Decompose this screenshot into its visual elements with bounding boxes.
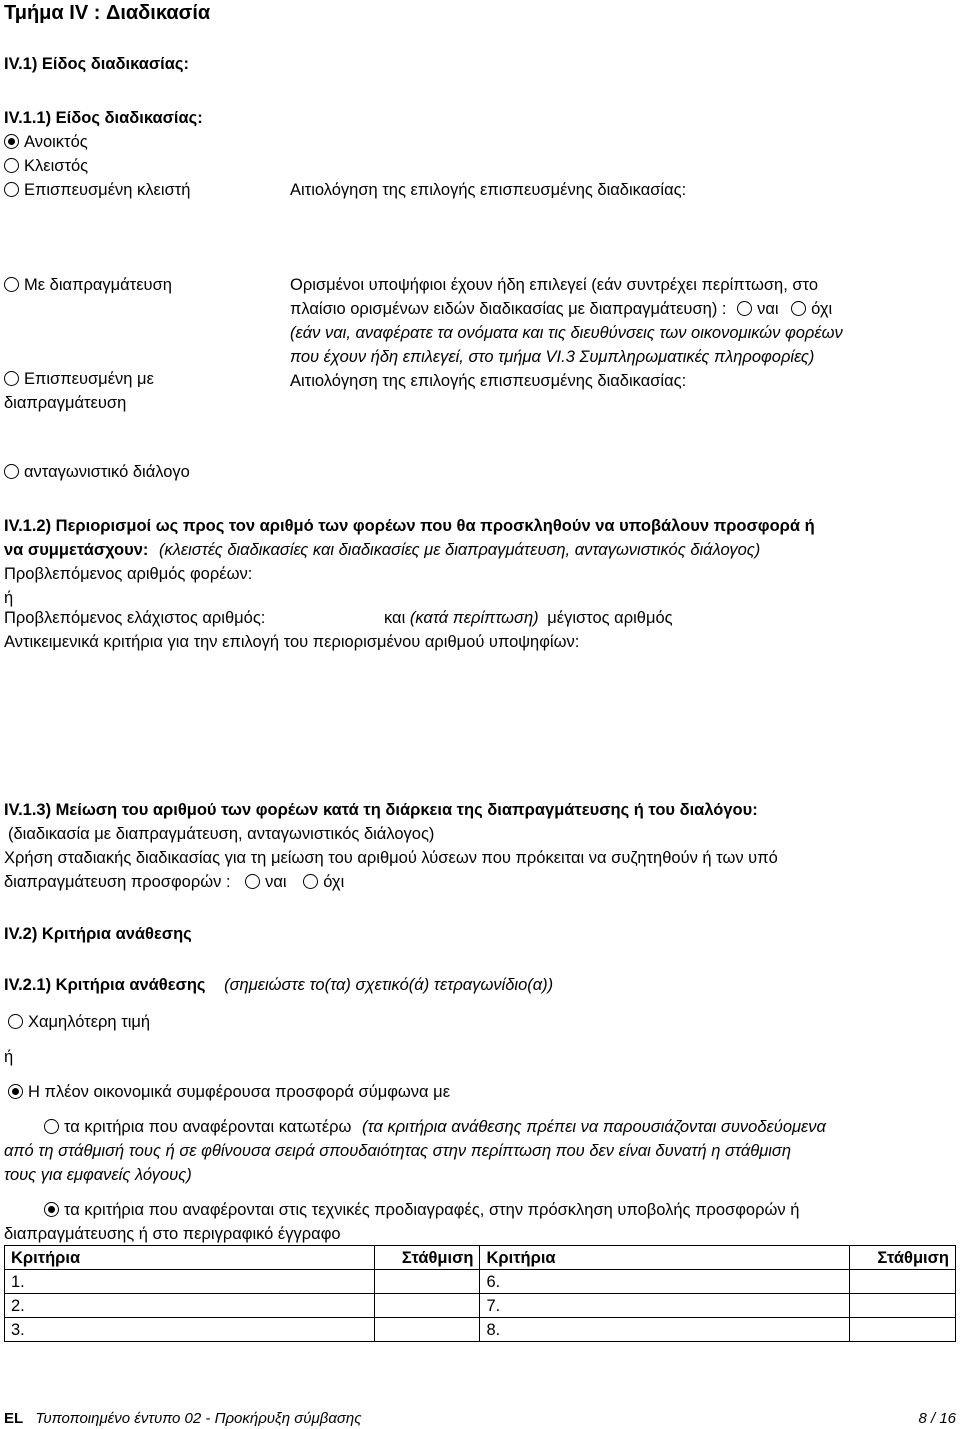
- table-header: Στάθμιση: [374, 1246, 480, 1270]
- radio-icon[interactable]: [245, 874, 260, 889]
- table-cell[interactable]: [374, 1294, 480, 1318]
- footer: [4, 1407, 956, 1429]
- iv12-line-3: Προβλεπόμενος ελάχιστος αριθμός:: [4, 609, 266, 627]
- radio-icon[interactable]: [737, 301, 752, 316]
- iv21-italic: (σημειώστε το(τα) σχετικό(ά) τετραγωνίδιο(α)): [224, 976, 554, 994]
- radio-icon[interactable]: [44, 1119, 59, 1134]
- table-cell[interactable]: 6.: [480, 1270, 850, 1294]
- iv13-no-label: όχι: [323, 873, 345, 891]
- negotiated-text-2-row: [290, 297, 832, 321]
- radio-icon[interactable]: [8, 1014, 23, 1029]
- criteria-below-italic-3: τους για εμφανείς λόγους): [4, 1166, 192, 1184]
- table-cell[interactable]: 8.: [480, 1318, 850, 1342]
- table-cell[interactable]: 1.: [5, 1270, 375, 1294]
- table-cell[interactable]: [850, 1294, 956, 1318]
- option-criteria-specs-label-2: διαπραγμάτευσης ή στο περιγραφικό έγγραφο: [4, 1225, 341, 1243]
- iv13-no[interactable]: [303, 873, 344, 891]
- negotiated-italic-1: (εάν ναι, αναφέρατε τα ονόματα και τις διευθύνσεις των οικονομικών φορέων: [290, 324, 843, 342]
- option-restricted[interactable]: [4, 154, 88, 178]
- iv2-title: IV.2) Κριτήρια ανάθεσης: [4, 925, 192, 943]
- radio-selected-icon[interactable]: [44, 1202, 59, 1217]
- table-cell[interactable]: 2.: [5, 1294, 375, 1318]
- negotiated-yes[interactable]: [737, 300, 778, 318]
- radio-icon[interactable]: [4, 464, 19, 479]
- section-title: Τμήμα IV : Διαδικασία: [4, 2, 211, 24]
- radio-icon[interactable]: [4, 158, 19, 173]
- table-cell[interactable]: [850, 1318, 956, 1342]
- option-criteria-specs[interactable]: [44, 1198, 799, 1222]
- option-competitive-dialogue[interactable]: [4, 460, 190, 484]
- negotiated-text-1: Ορισμένοι υποψήφιοι έχουν ήδη επιλεγεί (εάν συντρέχει περίπτωση, στο: [290, 276, 819, 294]
- option-accelerated-negotiated-label-1: Επισπευσμένη με: [24, 370, 154, 388]
- criteria-below-italic-1: (τα κριτήρια ανάθεσης πρέπει να παρουσιάζονται συνοδεύομενα: [362, 1118, 826, 1136]
- iv13-italic: (διαδικασία με διαπραγμάτευση, ανταγωνιστικός διάλογος): [8, 825, 435, 843]
- negotiated-text-2: πλαίσιο ορισμένων ειδών διαδικασίας με διαπραγμάτευση) :: [290, 300, 727, 318]
- radio-icon[interactable]: [303, 874, 318, 889]
- option-negotiated-label: Με διαπραγμάτευση: [24, 276, 172, 294]
- iv12-title-row-2: [4, 538, 760, 562]
- justification-label-2: Αιτιολόγηση της επιλογής επισπευσμένης διαδικασίας:: [290, 372, 687, 390]
- option-accelerated-negotiated[interactable]: [4, 367, 154, 391]
- table-header: Στάθμιση: [850, 1246, 956, 1270]
- table-header: Κριτήρια: [5, 1246, 375, 1270]
- option-accelerated-negotiated-label-2: διαπραγμάτευση: [4, 394, 127, 412]
- iv12-line-2: ή: [4, 589, 14, 607]
- footer-lang: EL: [4, 1410, 24, 1427]
- table-row: [5, 1270, 956, 1294]
- table-cell[interactable]: [374, 1318, 480, 1342]
- iv12-line-3b: και: [384, 609, 406, 627]
- radio-selected-icon[interactable]: [8, 1084, 23, 1099]
- option-negotiated[interactable]: [4, 273, 172, 297]
- iv13-yes[interactable]: [245, 873, 286, 891]
- option-criteria-specs-label-1: τα κριτήρια που αναφέρονται στις τεχνικές προδιαγραφές, στην πρόσκληση υποβολής προσφορών ή: [64, 1201, 800, 1219]
- iv12-italic: (κλειστές διαδικασίες και διαδικασίες με διαπραγμάτευση, ανταγωνιστικός διάλογος): [159, 541, 761, 559]
- radio-icon[interactable]: [4, 277, 19, 292]
- iv2-or: ή: [4, 1048, 14, 1066]
- iv1-title: IV.1) Είδος διαδικασίας:: [4, 55, 189, 73]
- table-row: [5, 1318, 956, 1342]
- radio-selected-icon[interactable]: [4, 134, 19, 149]
- radio-icon[interactable]: [791, 301, 806, 316]
- table-cell[interactable]: 3.: [5, 1318, 375, 1342]
- criteria-table: [4, 1245, 956, 1342]
- iv12-line-1: Προβλεπόμενος αριθμός φορέων:: [4, 565, 253, 583]
- iv11-title: IV.1.1) Είδος διαδικασίας:: [4, 109, 203, 127]
- iv13-yes-label: ναι: [265, 873, 287, 891]
- negotiated-no-label: όχι: [811, 300, 833, 318]
- iv21-title-row: [4, 973, 553, 997]
- option-lowest-price-label: Χαμηλότερη τιμή: [28, 1013, 151, 1031]
- iv12-line-3-rest: [384, 606, 673, 630]
- criteria-below-italic-2: από τη στάθμισή τους ή σε φθίνουσα σειρά σπουδαιότητας στην περίπτωση που δεν είναι δυνατή η στάθμιση: [4, 1142, 792, 1160]
- iv12-title-2: να συμμετάσχουν:: [4, 541, 149, 559]
- negotiated-italic-2: που έχουν ήδη επιλεγεί, στο τμήμα VI.3 Συμπληρωματικές πληροφορίες): [290, 348, 815, 366]
- option-open-label: Ανοικτός: [24, 133, 88, 151]
- radio-icon[interactable]: [4, 182, 19, 197]
- iv12-line-4: Αντικειμενικά κριτήρια για την επιλογή του περιορισμένου αριθμού υποψηφίων:: [4, 633, 580, 651]
- table-row: [5, 1294, 956, 1318]
- table-cell[interactable]: [374, 1270, 480, 1294]
- option-accelerated-restricted[interactable]: [4, 178, 190, 202]
- table-cell[interactable]: 7.: [480, 1294, 850, 1318]
- iv12-line-3d: μέγιστος αριθμός: [547, 609, 673, 627]
- footer-form: Τυποποιημένο έντυπο 02 - Προκήρυξη σύμβασης: [35, 1410, 362, 1427]
- option-restricted-label: Κλειστός: [24, 157, 89, 175]
- option-criteria-below-row: [44, 1115, 826, 1139]
- table-header-row: [5, 1246, 956, 1270]
- option-competitive-dialogue-label: ανταγωνιστικό διάλογο: [24, 463, 190, 481]
- iv12-title-1: IV.1.2) Περιορισμοί ως προς τον αριθμό των φορέων που θα προσκληθούν να υποβάλουν προσφορά ή: [4, 517, 815, 535]
- option-criteria-below-label: τα κριτήρια που αναφέρονται κατωτέρω: [64, 1118, 352, 1136]
- iv13-title: IV.1.3) Μείωση του αριθμού των φορέων κατά τη διάρκεια της διαπραγμάτευσης ή του διαλόγου:: [4, 801, 758, 819]
- iv13-line-2: διαπραγμάτευση προσφορών :: [4, 873, 231, 891]
- negotiated-no[interactable]: [791, 300, 832, 318]
- table-cell[interactable]: [850, 1270, 956, 1294]
- option-lowest-price[interactable]: [8, 1010, 150, 1034]
- option-open[interactable]: [4, 130, 88, 154]
- iv12-line-3c: (κατά περίπτωση): [409, 609, 539, 627]
- option-criteria-below[interactable]: [44, 1118, 351, 1136]
- option-meat[interactable]: [8, 1080, 450, 1104]
- negotiated-yes-label: ναι: [757, 300, 779, 318]
- table-header: Κριτήρια: [480, 1246, 850, 1270]
- option-accelerated-restricted-label: Επισπευσμένη κλειστή: [24, 181, 191, 199]
- iv21-title: IV.2.1) Κριτήρια ανάθεσης: [4, 976, 206, 994]
- option-meat-label: Η πλέον οικονομικά συμφέρουσα προσφορά σύμφωνα με: [28, 1083, 451, 1101]
- iv13-line-1: Χρήση σταδιακής διαδικασίας για τη μείωση του αριθμού λύσεων που πρόκειται να συζητηθούν ή των υπό: [4, 849, 778, 867]
- iv13-line-2-row: [4, 870, 344, 894]
- justification-label: Αιτιολόγηση της επιλογής επισπευσμένης διαδικασίας:: [290, 181, 687, 199]
- radio-icon[interactable]: [4, 371, 19, 386]
- footer-page: 8 / 16: [918, 1410, 956, 1427]
